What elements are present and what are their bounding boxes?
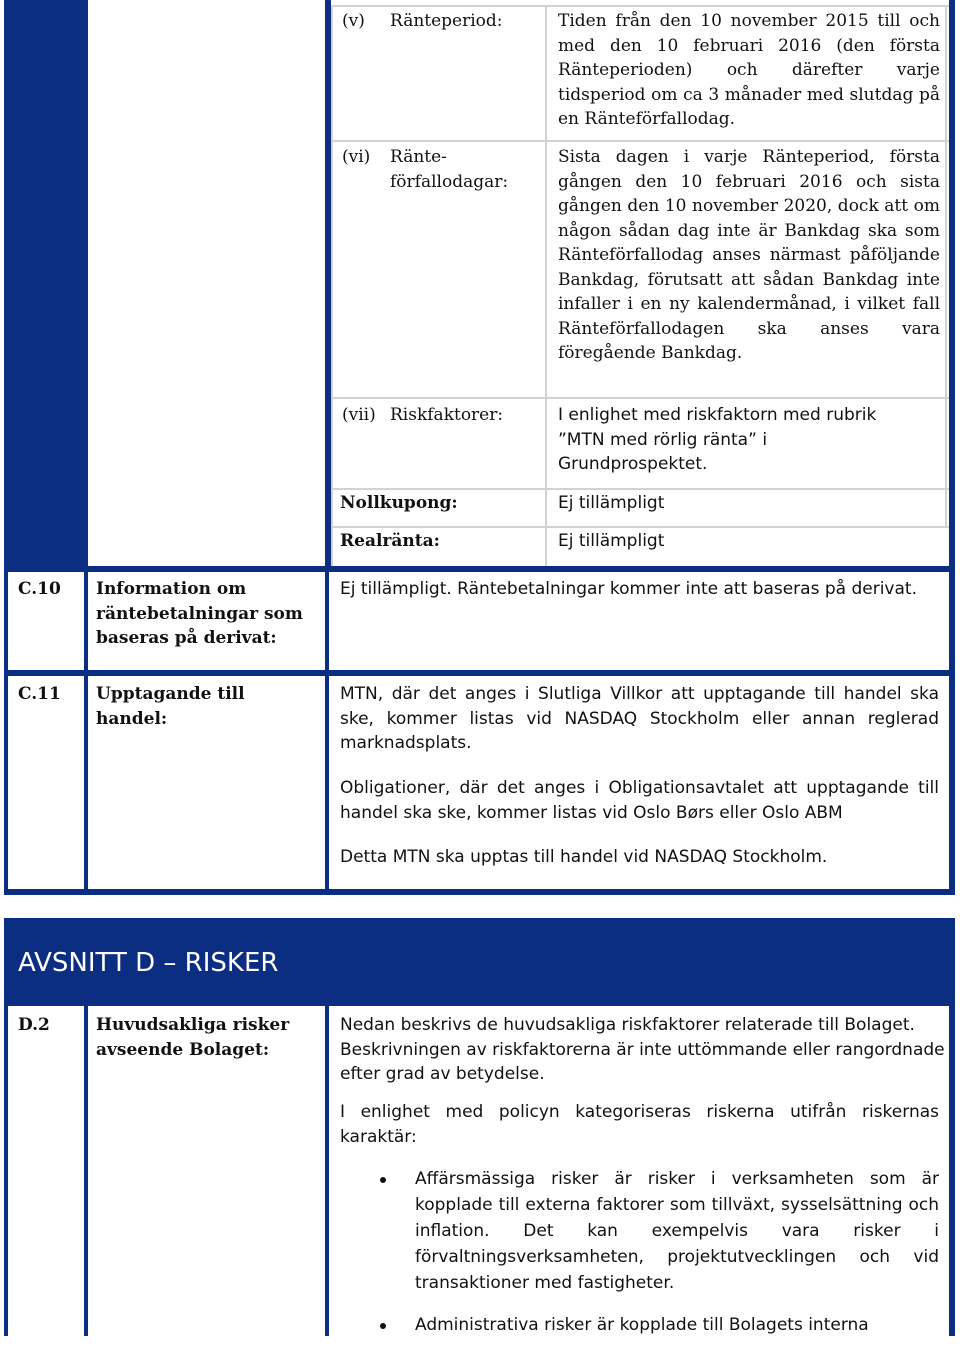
c10-code: C.10 (18, 579, 61, 599)
c11-title: Upptagande till handel: (96, 684, 245, 729)
c11-paragraph-1: MTN, där det anges i Slutliga Villkor att upptagande till handel ska ske, kommer listas vid NASDAQ Stockholm eller annan reglerad marknadsplats. (340, 684, 939, 753)
blue-rule-c9-bottom (4, 566, 955, 572)
blue-rule-c11-bottom (4, 889, 955, 895)
row-label-riskfaktorer: Riskfaktorer: (390, 405, 504, 425)
section-d-heading: AVSNITT D – RISKER (18, 948, 279, 978)
row-value-ranteforfallodagar: Sista dagen i varje Ränteperiod, första gången den 10 februari 2016 och sista gången den 10 november 2020, dock att om någon sådan dag inte är Bankdag ska som Ränteförfallodag anses närmast påföljande Bankdag, förutsatt att sådan Bankdag inte infaller i en ny kalendermånad, i vilket fall Ränteförfallodagen ska anses vara föregående Bankdag. (558, 147, 940, 363)
d2-title: Huvudsakliga risker avseende Bolaget: (96, 1015, 290, 1060)
d2-paragraph-1: Nedan beskrivs de huvudsakliga riskfaktorer relaterade till Bolaget. Beskrivningen av riskfaktorerna är inte uttömmande eller rangordnade efter grad av betydelse. (340, 1015, 945, 1084)
c10-title: Information om räntebetalningar som baseras på derivat: (96, 579, 303, 648)
c10-text: Ej tillämpligt. Räntebetalningar kommer inte att baseras på derivat. (340, 579, 917, 599)
row-label-ranteforfallodagar: Ränte-förfallodagar: (390, 147, 509, 192)
realranta-label: Realränta: (340, 531, 440, 551)
row-value-ranteperiod: Tiden från den 10 november 2015 till och med den 10 februari 2016 (den första Ränteperioden) och därefter varje tidsperiod om ca 3 månader med slutdag på en Ränteförfallodag. (558, 11, 940, 129)
d2-code: D.2 (18, 1015, 50, 1035)
row-num-vii: (vii) (342, 405, 376, 425)
nollkupong-value: Ej tillämpligt (558, 493, 665, 513)
d2-bullet-list (340, 1166, 939, 1350)
row-label-ranteperiod: Ränteperiod: (390, 11, 503, 31)
c11-paragraph-3: Detta MTN ska upptas till handel vid NASDAQ Stockholm. (340, 847, 828, 867)
nollkupong-label: Nollkupong: (340, 493, 458, 513)
row-value-riskfaktorer: I enlighet med riskfaktorn med rubrik ”MTN med rörlig ränta” i Grundprospektet. (558, 405, 877, 474)
list-item: Administrativa risker är kopplade till Bolagets interna (340, 1312, 939, 1338)
d2-paragraph-2: I enlighet med policyn kategoriseras riskerna utifrån riskernas karaktär: (340, 1102, 939, 1147)
list-item: Affärsmässiga risker är risker i verksamheten som är kopplade till externa faktorer som tillväxt, sysselsättning och inflation. Det kan exempelvis vara risker i förvaltningsverksamheten, projektutvecklingen och vid transaktioner med fastigheter. (340, 1166, 939, 1296)
blue-rule-c10-bottom (4, 670, 955, 676)
row-num-v: (v) (342, 11, 365, 31)
bullet-icon (380, 1177, 386, 1183)
c11-code: C.11 (18, 684, 61, 704)
realranta-value: Ej tillämpligt (558, 531, 665, 551)
bullet-icon (380, 1323, 386, 1329)
left-inner-white (88, 0, 325, 566)
right-blue-bar (949, 0, 955, 572)
c11-paragraph-2: Obligationer, där det anges i Obligationsavtalet att upptagande till handel ska ske, kommer listas vid Oslo Børs eller Oslo ABM (340, 778, 939, 823)
row-num-vi: (vi) (342, 147, 371, 167)
